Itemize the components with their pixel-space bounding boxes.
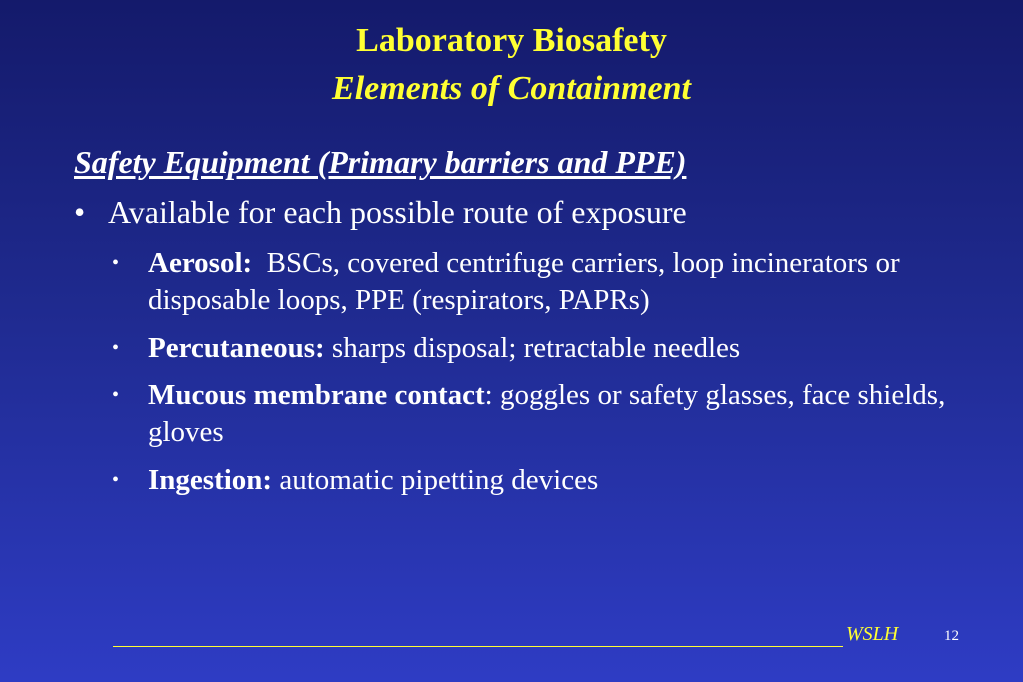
bullet-icon: • xyxy=(112,252,120,274)
footer-rule xyxy=(113,622,843,647)
bullet-icon: • xyxy=(112,469,120,491)
bullet-icon: • xyxy=(74,194,86,230)
section-heading: Safety Equipment (Primary barriers and PPE) xyxy=(74,144,687,180)
sub-bullet-text: sharps disposal; retractable needles xyxy=(324,332,741,364)
sub-bullet-term: Ingestion: xyxy=(148,464,273,496)
bullet-icon: • xyxy=(112,337,120,359)
slide-subtitle: Elements of Containment xyxy=(332,70,691,107)
sub-bullet-term: Percutaneous: xyxy=(148,332,325,364)
sub-bullet-term: Mucous membrane contact xyxy=(148,379,485,411)
slide-title: Laboratory Biosafety xyxy=(356,22,667,59)
main-bullet-text: Available for each possible route of exposure xyxy=(108,194,687,230)
sub-bullet-mucous xyxy=(112,377,992,451)
sub-bullet-aerosol xyxy=(112,245,992,319)
sub-bullet-term: Aerosol: xyxy=(148,247,253,279)
sub-bullet-text: : goggles or safety glasses, face shields, gloves xyxy=(148,379,953,448)
main-bullet xyxy=(74,194,687,231)
page-number: 12 xyxy=(944,628,959,644)
sub-bullet-ingestion xyxy=(112,462,992,499)
sub-bullet-text: BSCs, covered centrifuge carriers, loop incinerators or disposable loops, PPE (respirators, PAPRs) xyxy=(148,247,907,316)
footer-org: WSLH xyxy=(846,623,899,645)
bullet-icon: • xyxy=(112,384,120,406)
sub-bullet-text: automatic pipetting devices xyxy=(272,464,599,496)
sub-bullet-percutaneous xyxy=(112,330,992,367)
